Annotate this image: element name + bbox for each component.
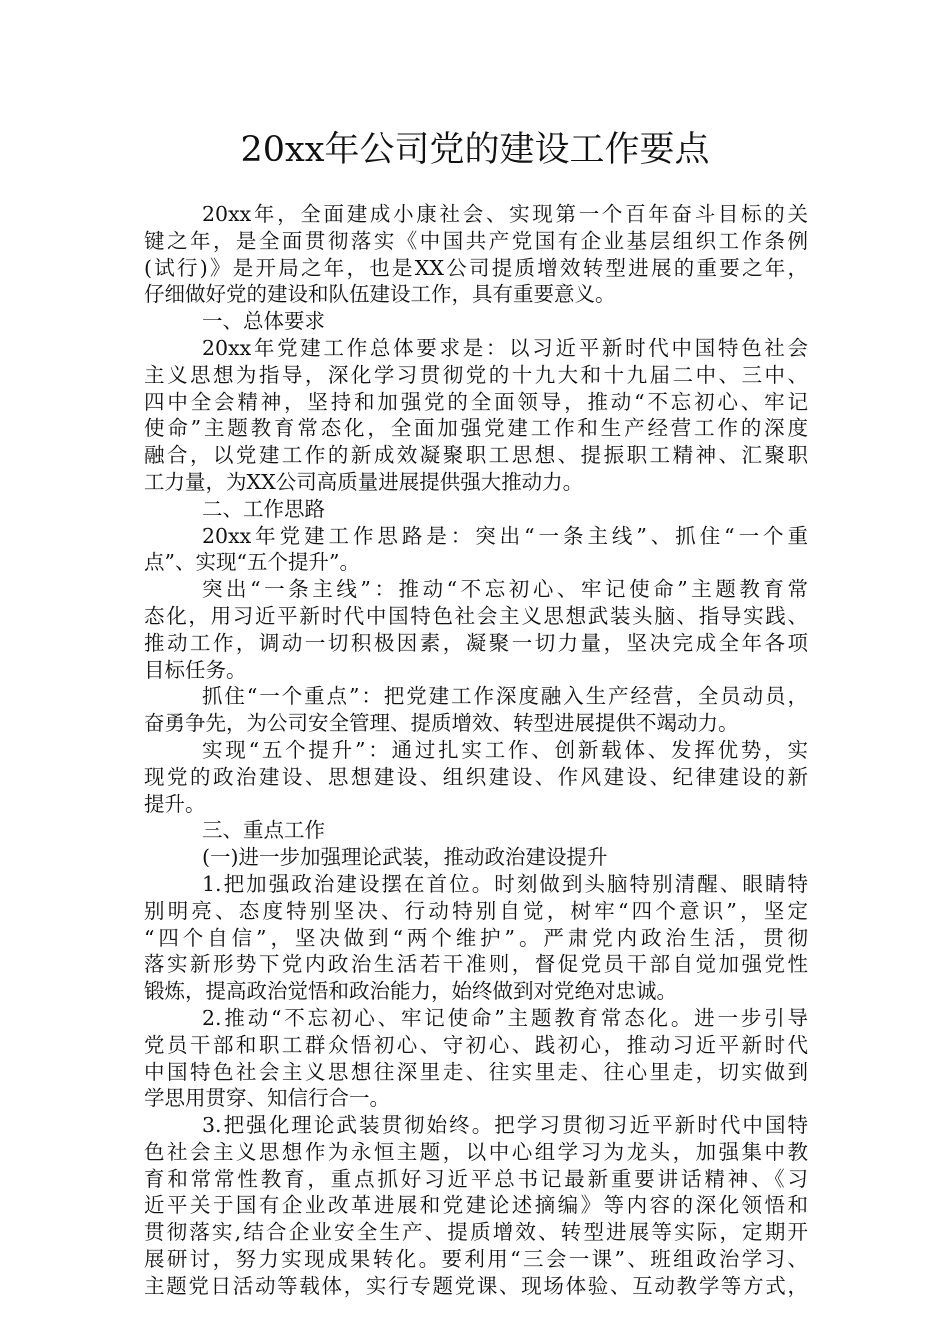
- text-line: 仔细做好党的建设和队伍建设工作，具有重要意义。: [144, 282, 616, 307]
- text-line: 态化，用习近平新时代中国特色社会主义思想武装头脑、指导实践、: [144, 603, 808, 628]
- text-line: 突出“一条主线”：推动“不忘初心、牢记使命”主题教育常: [202, 577, 808, 602]
- text-line: 点”、实现“五个提升”。: [144, 550, 360, 575]
- text-line: 近平关于国有企业改革进展和党建论述摘编》等内容的深化领悟和: [144, 1193, 808, 1218]
- text-line: 落实新形势下党内政治生活若干准则，督促党员干部自觉加强党性: [144, 952, 808, 977]
- text-line: 别明亮、态度特别坚决、行动特别自觉，树牢“四个意识”，坚定: [144, 898, 808, 923]
- text-line: 育和常常性教育，重点抓好习近平总书记最新重要讲话精神、《习: [144, 1166, 808, 1191]
- text-line: 20xx年党建工作思路是：突出“一条主线”、抓住“一个重: [202, 523, 808, 548]
- text-line: 一、总体要求: [202, 309, 325, 334]
- text-line: 1.把加强政治建设摆在首位。时刻做到头脑特别清醒、眼睛特: [202, 871, 808, 896]
- text-line: 三、重点工作: [202, 818, 325, 843]
- document-title: 20xx年公司党的建设工作要点: [240, 130, 710, 170]
- text-line: 中国特色社会主义思想往深里走、往实里走、往心里走，切实做到: [144, 1059, 808, 1084]
- text-line: 党员干部和职工群众悟初心、守初心、践初心，推动习近平新时代: [144, 1032, 808, 1057]
- text-line: 键之年，是全面贯彻落实《中国共产党国有企业基层组织工作条例: [144, 228, 808, 253]
- text-line: “四个自信”，坚决做到“两个维护”。严肃党内政治生活，贯彻: [144, 925, 808, 950]
- text-line: 实现“五个提升”：通过扎实工作、创新载体、发挥优势，实: [202, 737, 808, 762]
- text-line: 色社会主义思想作为永恒主题，以中心组学习为龙头，加强集中教: [144, 1139, 808, 1164]
- text-line: 目标任务。: [144, 657, 247, 682]
- text-line: 贯彻落实,结合企业安全生产、提质增效、转型进展等实际，定期开: [144, 1220, 808, 1245]
- text-line: 锻炼，提高政治觉悟和政治能力，始终做到对党绝对忠诚。: [144, 979, 677, 1004]
- text-line: 学思用贯穿、知信行合一。: [144, 1086, 390, 1111]
- text-line: 抓住“一个重点”：把党建工作深度融入生产经营，全员动员，: [202, 684, 808, 709]
- text-line: 主题党日活动等载体，实行专题党课、现场体验、互动教学等方式，: [144, 1273, 808, 1298]
- text-line: 工力量，为XX公司高质量进展提供强大推动力。: [144, 469, 584, 494]
- text-line: 四中全会精神，坚持和加强党的全面领导，推动“不忘初心、牢记: [144, 389, 808, 414]
- text-line: 奋勇争先，为公司安全管理、提质增效、转型进展提供不竭动力。: [144, 711, 739, 736]
- text-line: 2.推动“不忘初心、牢记使命”主题教育常态化。进一步引导: [202, 1005, 808, 1030]
- text-line: 现党的政治建设、思想建设、组织建设、作风建设、纪律建设的新: [144, 764, 808, 789]
- text-line: (试行)》是开局之年，也是XX公司提质增效转型进展的重要之年，: [144, 255, 808, 280]
- text-line: 提升。: [144, 791, 206, 816]
- text-line: 3.把强化理论武装贯彻始终。把学习贯彻习近平新时代中国特: [202, 1113, 808, 1138]
- text-line: (一)进一步加强理论武装，推动政治建设提升: [202, 845, 608, 870]
- text-line: 融合，以党建工作的新成效凝聚职工思想、提振职工精神、汇聚职: [144, 443, 808, 468]
- text-line: 使命”主题教育常态化，全面加强党建工作和生产经营工作的深度: [144, 416, 808, 441]
- text-line: 20xx年，全面建成小康社会、实现第一个百年奋斗目标的关: [202, 202, 808, 226]
- text-line: 推动工作，调动一切积极因素，凝聚一切力量，坚决完成全年各项: [144, 630, 808, 655]
- text-line: 主义思想为指导，深化学习贯彻党的十九大和十九届二中、三中、: [144, 362, 808, 387]
- text-line: 展研讨，努力实现成果转化。要利用“三会一课”、班组政治学习、: [144, 1247, 808, 1272]
- document-body: [144, 201, 808, 1300]
- text-line: 20xx年党建工作总体要求是：以习近平新时代中国特色社会: [202, 335, 808, 360]
- text-line: 二、工作思路: [202, 496, 325, 521]
